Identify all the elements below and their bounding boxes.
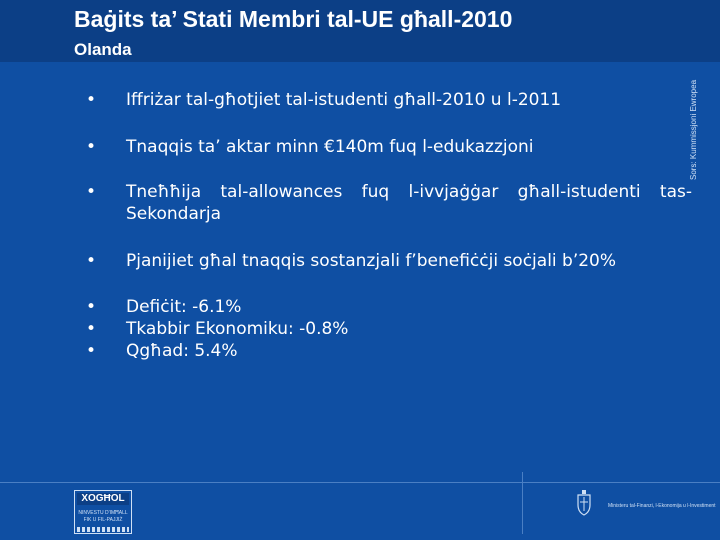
bullet-marker: • (86, 182, 97, 202)
page-title: Baġits ta’ Stati Membri tal-UE għall-2010 (74, 6, 513, 32)
bullet-marker: • (86, 137, 97, 157)
bullet-marker: • (86, 251, 97, 271)
bullet-marker: • (86, 341, 97, 361)
xoghol-logo (74, 490, 132, 534)
page-subtitle: Olanda (74, 40, 132, 59)
source-note: Sors: Kummissjoni Ewropea (689, 79, 698, 180)
ministry-name: Ministeru tal-Finanzi, l-Ekonomija u l-Investiment (608, 503, 716, 509)
bullet-text: Pjanijiet għal tnaqqis sostanzjali f’benefiċċji soċjali b’20% (126, 251, 617, 271)
government-crest-icon (576, 490, 592, 516)
bullet-marker: • (86, 297, 97, 317)
logo-title: XOGĦOL (77, 493, 129, 505)
bullet-text: Tkabbir Ekonomiku: -0.8% (126, 319, 349, 339)
logo-stripe (77, 527, 129, 532)
footer-vertical-divider (522, 472, 523, 534)
bullet-text: Iffriżar tal-għotjiet tal-istudenti għall-2010 u l-2011 (126, 90, 562, 110)
bullet-text: Defiċit: -6.1% (126, 297, 242, 317)
bullet-marker: • (86, 90, 97, 110)
bullet-text: Tnaqqis ta’ aktar minn €140m fuq l-edukazzjoni (126, 137, 534, 157)
bullet-text: Tneħħija tal-allowances fuq l-ivvjaġġar għall-istudenti tas-Sekondarja (126, 182, 692, 224)
bullet-text: Qgħad: 5.4% (126, 341, 238, 361)
bullet-marker: • (86, 319, 97, 339)
logo-line-1: NINVESTU D'IMĦALL (78, 510, 128, 516)
logo-line-2: FIK U FIL-PAJJIŻ (83, 517, 123, 523)
footer-divider (0, 482, 720, 483)
